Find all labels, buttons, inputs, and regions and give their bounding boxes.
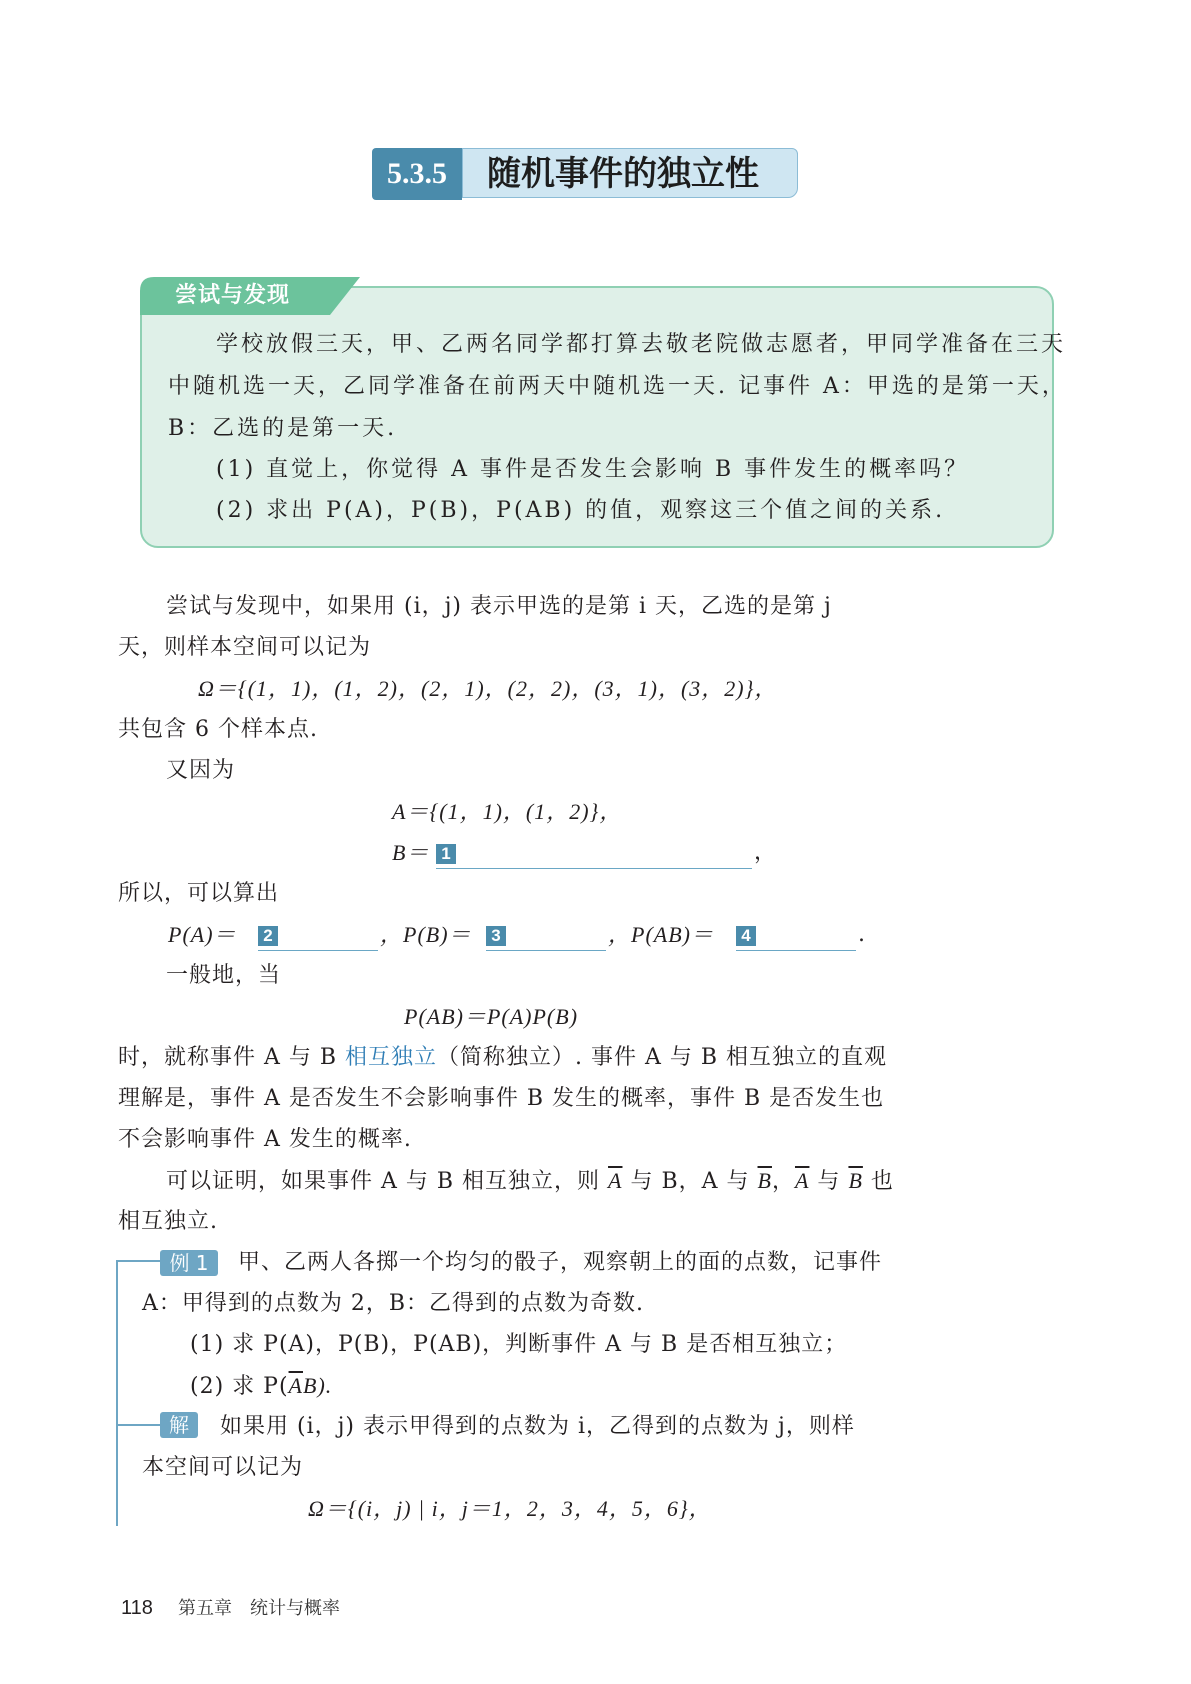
pa-prefix: P(A)＝ [168,922,237,947]
independence-formula: P(AB)＝P(A)P(B) [404,1004,579,1029]
example-guide-line [116,1260,118,1526]
end-period: . [858,922,866,947]
paragraph-2: 共包含 6 个样本点. [118,717,318,742]
paragraph-10: 相互独立. [118,1209,218,1234]
paragraph-9-e: 也 [862,1169,894,1194]
blank-4[interactable] [736,920,856,951]
paragraph-9-d: 与 [809,1169,849,1194]
example-question-1: (1) 求 P(A)，P(B)，P(AB)，判断事件 A 与 B 是否相互独立； [190,1332,848,1357]
explore-line-3: B：乙选的是第一天. [168,416,398,441]
section-title: 随机事件的独立性 [462,148,798,198]
paragraph-6-pre: 时，就称事件 A 与 B [118,1045,346,1070]
paragraph-6-post: （简称独立）. 事件 A 与 B 相互独立的直观 [437,1045,888,1070]
term-mutual-independence: 相互独立 [345,1045,438,1070]
section-number: 5.3.5 [372,148,462,200]
page-number: 118 [121,1597,153,1619]
blank-badge-4: 4 [736,926,756,946]
q2-complement-a: $\overline{A}$ [288,1373,303,1398]
paragraph-5: 一般地，当 [166,963,282,988]
paragraph-1-line-1: 尝试与发现中，如果用 (i，j) 表示甲选的是第 i 天，乙选的是第 j [166,594,832,619]
blank-badge-2: 2 [258,926,278,946]
paragraph-3: 又因为 [166,758,236,783]
set-a-formula: A＝{(1，1)，(1，2)}， [392,799,623,824]
paragraph-1-line-2: 天，则样本空间可以记为 [118,635,372,660]
complement-b-1: $\overline{B}$ [757,1168,772,1193]
example-tag: 例 1 [160,1250,218,1276]
blank-badge-1: 1 [436,844,456,864]
explore-line-1: 学校放假三天，甲、乙两名同学都打算去敬老院做志愿者，甲同学准备在三天 [216,332,1067,357]
sample-space-formula-2: Ω＝{(i，j) | i，j＝1，2，3，4，5，6}， [308,1496,712,1521]
example-line-2: A：甲得到的点数为 2，B：乙得到的点数为奇数. [142,1291,645,1316]
explore-question-1: (1) 直觉上，你觉得 A 事件是否发生会影响 B 事件发生的概率吗？ [216,457,970,482]
solution-tag: 解 [160,1412,198,1438]
pab-prefix: ，P(AB)＝ [608,922,714,947]
explore-line-2: 中随机选一天，乙同学准备在前两天中随机选一天. 记事件 A：甲选的是第一天， [168,374,1067,399]
paragraph-9-a: 可以证明，如果事件 A 与 B 相互独立，则 [166,1169,609,1194]
chapter-label: 第五章 统计与概率 [178,1598,340,1619]
example-guide-tick [116,1260,160,1262]
blank-2[interactable] [258,920,378,951]
solution-line-1: 如果用 (i，j) 表示甲得到的点数为 i，乙得到的点数为 j，则样 [220,1414,855,1439]
paragraph-4: 所以，可以算出 [118,881,280,906]
pb-prefix: ，P(B)＝ [380,922,472,947]
example-question-2 [190,1371,332,1402]
blank-1[interactable] [436,838,752,869]
solution-line-2: 本空间可以记为 [142,1455,304,1480]
q2-post: B). [303,1373,333,1398]
solution-guide-tick [116,1424,160,1426]
complement-a-1: $\overline{A}$ [608,1168,623,1193]
example-line-1: 甲、乙两人各掷一个均匀的骰子，观察朝上的面的点数，记事件 [238,1250,883,1275]
sample-space-formula: Ω＝{(1，1)，(1，2)，(2，1)，(2，2)，(3，1)，(3，2)}， [198,676,778,701]
complement-a-2: $\overline{A}$ [794,1168,810,1193]
paragraph-9-b: 与 B，A 与 [622,1169,758,1194]
explore-label: 尝试与发现 [175,283,291,308]
paragraph-7: 理解是，事件 A 是否发生不会影响事件 B 发生的概率，事件 B 是否发生也 [118,1086,885,1111]
paragraph-6 [118,1043,887,1073]
paragraph-9-c: ， [771,1169,795,1194]
paragraph-9 [166,1166,894,1197]
q2-pre: (2) 求 P( [190,1374,289,1399]
explore-question-2: (2) 求出 P(A)，P(B)，P(AB) 的值，观察这三个值之间的关系. [216,498,946,523]
blank-3[interactable] [486,920,606,951]
set-b-suffix: ， [754,840,778,865]
paragraph-8: 不会影响事件 A 发生的概率. [118,1127,412,1152]
set-b-prefix: B＝ [392,840,430,865]
blank-badge-3: 3 [486,926,506,946]
complement-b-2: $\overline{B}$ [848,1168,863,1193]
